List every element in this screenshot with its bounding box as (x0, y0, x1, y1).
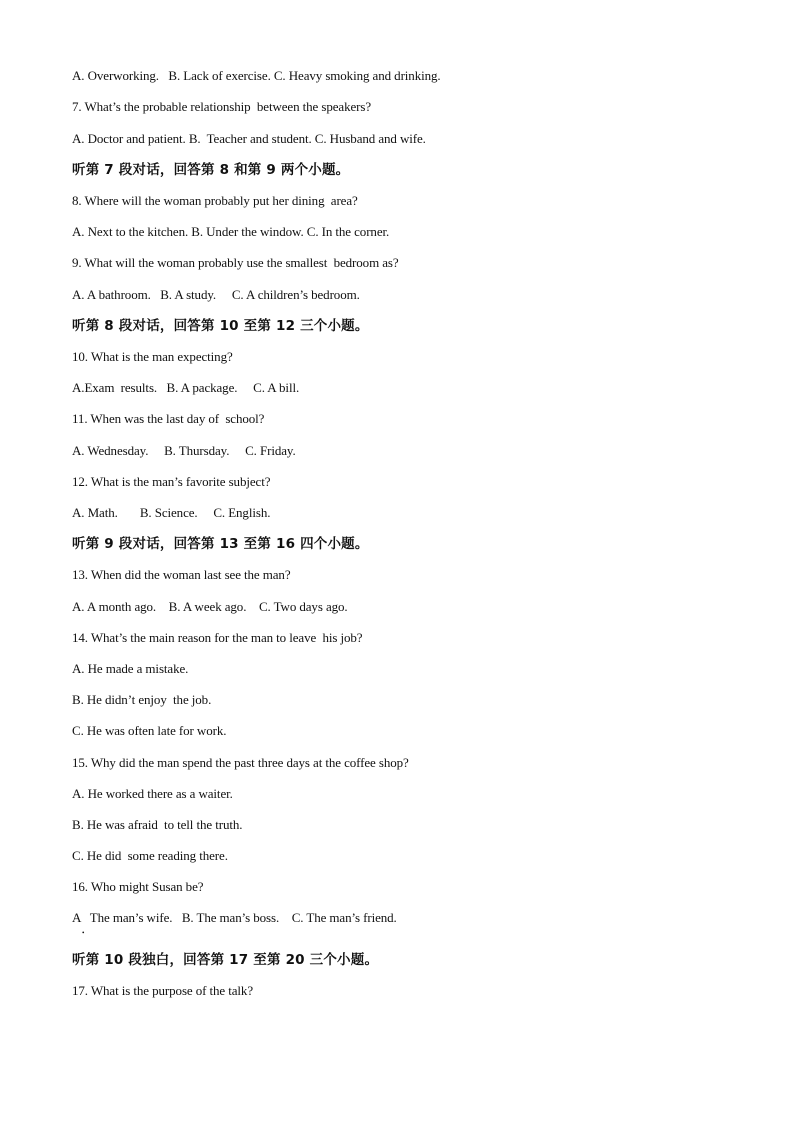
answer-options-q9: A. A bathroom. B. A study. C. A children’s bedroom. (72, 287, 360, 302)
section-heading-monologue-10: 听第 10 段独白，回答第 17 至第 20 三个小题。 (72, 952, 379, 968)
answer-options-q12: A. Math. B. Science. C. English. (72, 505, 271, 520)
section-heading-dialogue-8: 听第 8 段对话，回答第 10 至第 12 三个小题。 (72, 318, 369, 334)
answer-options-q11: A. Wednesday. B. Thursday. C. Friday. (72, 443, 296, 458)
answer-option-q15-c: C. He did some reading there. (72, 848, 228, 863)
answer-options-q16: A The man’s wife. B. The man’s boss. C. The man’s friend. (72, 910, 397, 925)
question-15: 15. Why did the man spend the past three days at the coffee shop? (72, 755, 409, 770)
stray-dot-mark: • (82, 929, 85, 937)
question-14: 14. What’s the main reason for the man to leave his job? (72, 630, 363, 645)
question-11: 11. When was the last day of school? (72, 411, 265, 426)
section-heading-dialogue-7: 听第 7 段对话，回答第 8 和第 9 两个小题。 (72, 162, 350, 178)
answer-option-q14-b: B. He didn’t enjoy the job. (72, 692, 212, 707)
answer-options-q6: A. Overworking. B. Lack of exercise. C. Heavy smoking and drinking. (72, 68, 441, 83)
question-13: 13. When did the woman last see the man? (72, 567, 291, 582)
question-7: 7. What’s the probable relationship between the speakers? (72, 99, 371, 114)
question-9: 9. What will the woman probably use the smallest bedroom as? (72, 255, 399, 270)
question-8: 8. Where will the woman probably put her dining area? (72, 193, 358, 208)
answer-options-q8: A. Next to the kitchen. B. Under the window. C. In the corner. (72, 224, 390, 239)
answer-option-q15-a: A. He worked there as a waiter. (72, 786, 233, 801)
answer-option-q14-c: C. He was often late for work. (72, 723, 227, 738)
question-17: 17. What is the purpose of the talk? (72, 983, 254, 998)
answer-options-q7: A. Doctor and patient. B. Teacher and student. C. Husband and wife. (72, 131, 426, 146)
answer-option-q14-a: A. He made a mistake. (72, 661, 189, 676)
answer-options-q13: A. A month ago. B. A week ago. C. Two days ago. (72, 599, 348, 614)
question-12: 12. What is the man’s favorite subject? (72, 474, 271, 489)
question-16: 16. Who might Susan be? (72, 879, 204, 894)
section-heading-dialogue-9: 听第 9 段对话，回答第 13 至第 16 四个小题。 (72, 536, 369, 552)
question-10: 10. What is the man expecting? (72, 349, 233, 364)
answer-options-q10: A.Exam results. B. A package. C. A bill. (72, 380, 300, 395)
answer-option-q15-b: B. He was afraid to tell the truth. (72, 817, 243, 832)
